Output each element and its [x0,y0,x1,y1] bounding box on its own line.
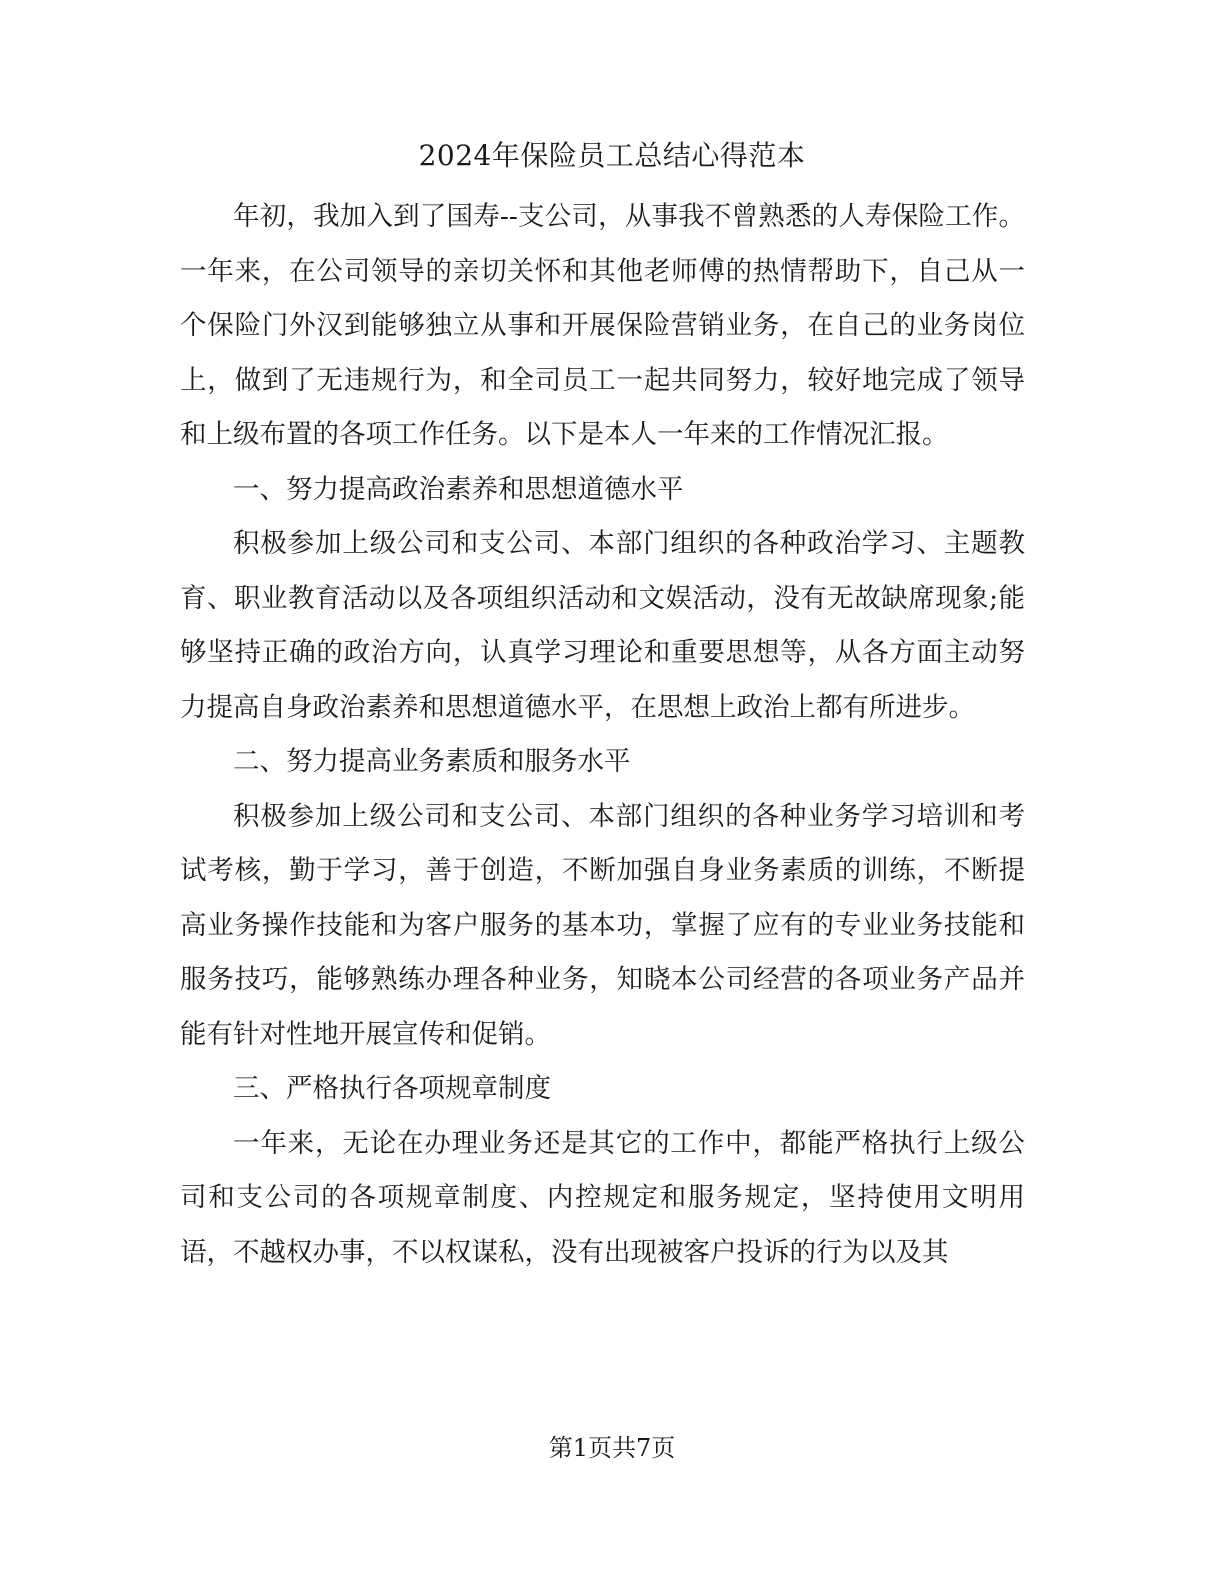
section-paragraph-1: 积极参加上级公司和支公司、本部门组织的各种政治学习、主题教育、职业教育活动以及各项组织活动和文娱活动，没有无故缺席现象;能够坚持正确的政治方向，认真学习理论和重要思想等，从各方面主动努力提高自身政治素养和思想道德水平，在思想上政治上都有所进步。 [180,528,1025,723]
section-heading-1: 一、努力提高政治素养和思想道德水平 [233,473,684,505]
document-body [180,190,1025,1280]
page-number-footer: 第1页共7页 [548,1434,676,1462]
section-paragraph-3: 一年来，无论在办理业务还是其它的工作中，都能严格执行上级公司和支公司的各项规章制度、内控规定和服务规定，坚持使用文明用语，不越权办事，不以权谋私，没有出现被客户投诉的行为以及其 [180,1127,1025,1268]
document-title: 2024年保险员工总结心得范本 [418,139,806,172]
section-heading-2: 二、努力提高业务素质和服务水平 [233,746,631,777]
section-paragraph-2: 积极参加上级公司和支公司、本部门组织的各种业务学习培训和考试考核，勤于学习，善于创造，不断加强自身业务素质的训练，不断提高业务操作技能和为客户服务的基本功，掌握了应有的专业业务技能和服务技巧，能够熟练办理各种业务，知晓本公司经营的各项业务产品并能有针对性地开展宣传和促销。 [180,800,1025,1050]
section-heading-3: 三、严格执行各项规章制度 [233,1073,551,1104]
intro-paragraph: 年初，我加入到了国寿--支公司，从事我不曾熟悉的人寿保险工作。一年来，在公司领导的亲切关怀和其他老师傅的热情帮助下，自己从一个保险门外汉到能够独立从事和开展保险营销业务，在自己的业务岗位上，做到了无违规行为，和全司员工一起共同努力，较好地完成了领导和上级布置的各项工作任务。以下是本人一年来的工作情况汇报。 [180,201,1025,450]
